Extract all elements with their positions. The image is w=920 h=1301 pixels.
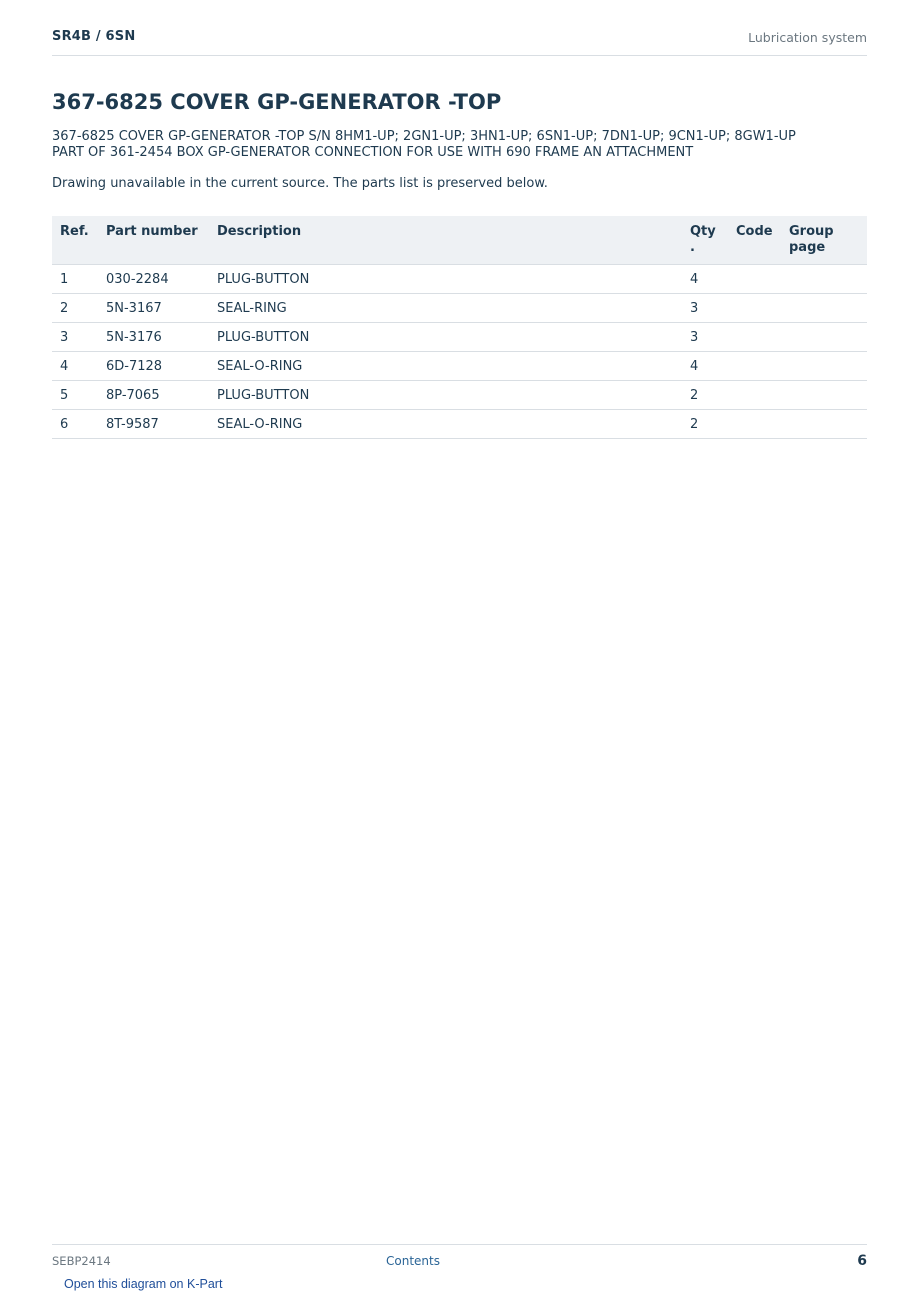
- cell-code: [728, 265, 781, 294]
- cell-ref: 5: [52, 381, 98, 410]
- cell-group-page: [781, 323, 867, 352]
- cell-code: [728, 352, 781, 381]
- col-header-ref: Ref.: [52, 216, 98, 265]
- page-title: 367-6825 COVER GP-GENERATOR -TOP: [52, 90, 502, 114]
- cell-qty: 4: [682, 265, 728, 294]
- cell-description: PLUG-BUTTON: [209, 323, 682, 352]
- description-line: PART OF 361-2454 BOX GP-GENERATOR CONNECTION FOR USE WITH 690 FRAME AN ATTACHMENT: [52, 145, 694, 160]
- cell-description: PLUG-BUTTON: [209, 381, 682, 410]
- page-number: 6: [857, 1253, 867, 1269]
- cell-ref: 4: [52, 352, 98, 381]
- cell-group-page: [781, 294, 867, 323]
- cell-description: SEAL-O-RING: [209, 410, 682, 439]
- description-line: 367-6825 COVER GP-GENERATOR -TOP S/N 8HM1-UP; 2GN1-UP; 3HN1-UP; 6SN1-UP; 7DN1-UP; 9CN1-UP; 8GW1-UP: [52, 129, 796, 144]
- cell-description: PLUG-BUTTON: [209, 265, 682, 294]
- model-label: SR4B / 6SN: [52, 29, 136, 44]
- cell-group-page: [781, 381, 867, 410]
- table-row: [52, 265, 867, 294]
- col-header-description: Description: [209, 216, 682, 265]
- cell-part-number: 5N-3176: [98, 323, 209, 352]
- cell-part-number: 8T-9587: [98, 410, 209, 439]
- col-header-part-number: Part number: [98, 216, 209, 265]
- cell-group-page: [781, 352, 867, 381]
- contents-link[interactable]: Contents: [386, 1254, 440, 1268]
- table-row: [52, 294, 867, 323]
- group-header-line: page: [789, 240, 826, 255]
- group-header-line: Group: [789, 224, 834, 239]
- cell-ref: 6: [52, 410, 98, 439]
- table-header-row: [52, 216, 867, 265]
- qty-header-line: .: [690, 240, 695, 255]
- cell-group-page: [781, 265, 867, 294]
- cell-part-number: 8P-7065: [98, 381, 209, 410]
- cell-group-page: [781, 410, 867, 439]
- cell-qty: 2: [682, 410, 728, 439]
- table-row: [52, 323, 867, 352]
- table-row: [52, 352, 867, 381]
- document-id: SEBP2414: [52, 1254, 111, 1268]
- cell-code: [728, 323, 781, 352]
- cell-part-number: 5N-3167: [98, 294, 209, 323]
- cell-code: [728, 294, 781, 323]
- cell-qty: 2: [682, 381, 728, 410]
- table-row: [52, 410, 867, 439]
- kpart-link[interactable]: Open this diagram on K-Part: [64, 1277, 223, 1291]
- drawing-note: Drawing unavailable in the current source. The parts list is preserved below.: [52, 176, 548, 191]
- page-footer: [52, 1244, 867, 1301]
- cell-description: SEAL-RING: [209, 294, 682, 323]
- cell-ref: 3: [52, 323, 98, 352]
- col-header-group-page: [781, 216, 867, 265]
- cell-code: [728, 381, 781, 410]
- cell-part-number: 6D-7128: [98, 352, 209, 381]
- cell-ref: 1: [52, 265, 98, 294]
- page-header: [52, 29, 867, 56]
- section-label: Lubrication system: [748, 30, 867, 45]
- cell-qty: 3: [682, 294, 728, 323]
- cell-ref: 2: [52, 294, 98, 323]
- cell-description: SEAL-O-RING: [209, 352, 682, 381]
- col-header-qty: [682, 216, 728, 265]
- cell-part-number: 030-2284: [98, 265, 209, 294]
- col-header-code: Code: [728, 216, 781, 265]
- qty-header-line: Qty: [690, 224, 716, 239]
- cell-qty: 3: [682, 323, 728, 352]
- part-description: [52, 129, 867, 161]
- cell-code: [728, 410, 781, 439]
- cell-qty: 4: [682, 352, 728, 381]
- parts-table: [52, 216, 867, 439]
- table-row: [52, 381, 867, 410]
